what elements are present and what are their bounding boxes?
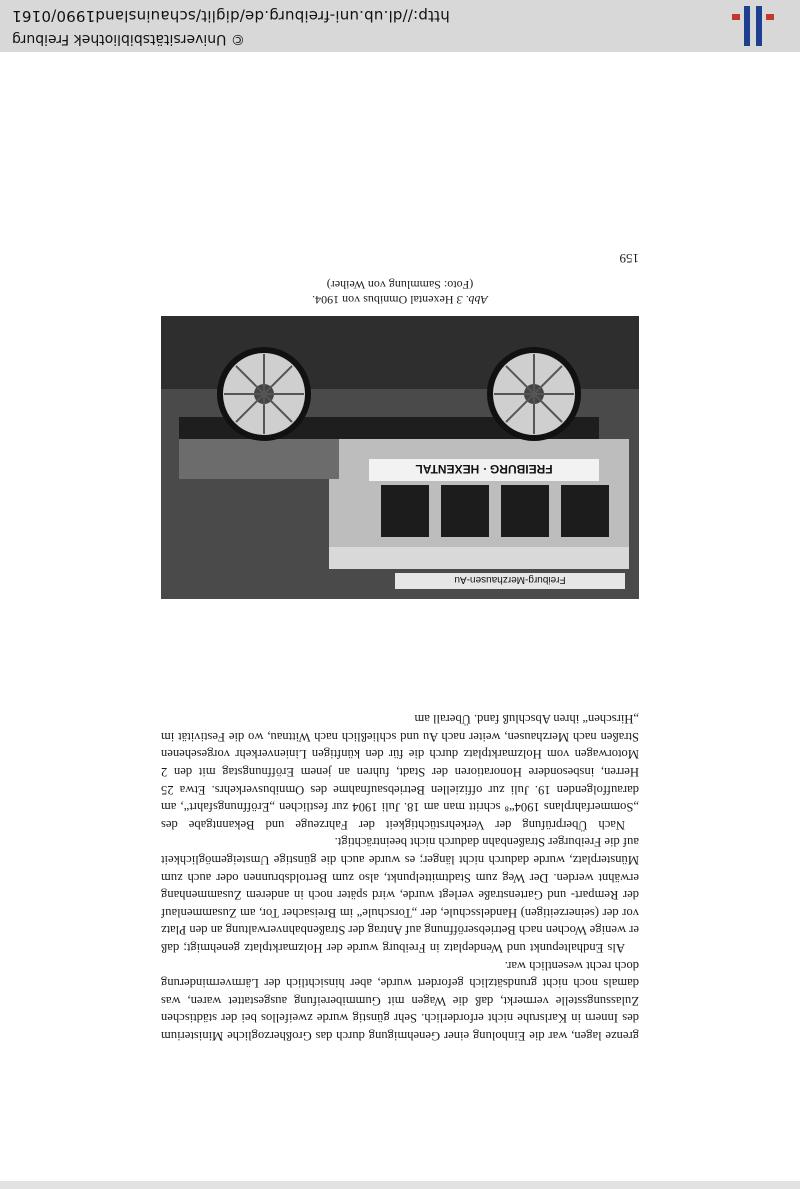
caption-text: Hexental Omnibus von 1904. [312, 293, 454, 307]
page-number: 159 [619, 251, 639, 266]
footer-strip [0, 0, 800, 52]
bus-side-sign: FREIBURG · HEXENTAL [415, 462, 553, 476]
copyright-notice: © Universitätsbibliothek Freiburg [12, 31, 245, 47]
omnibus-photo [161, 316, 639, 599]
omnibus-illustration [161, 316, 639, 599]
figure-caption [161, 277, 639, 307]
permalink-url[interactable]: http://dl.ub.uni-freiburg.de/diglit/schauinsland1990/0161 [12, 7, 450, 25]
caption-label: Abb. 3 [456, 293, 488, 307]
paragraph: Nach Überprüfung der Verkehrstüchtigkeit der Fahrzeuge und Bekanntgabe des „Sommerfahrplans 1904“⁸ schritt man am 18. Juli 1904 zur festlichen „Eröffnungsfahrt“, am darauffolgenden 19. Juli zur offiziellen Betriebsaufnahme des Omnibusverkehrs. Etwa 25 Herren, insbesondere Honoratioren der Stadt, fuhren an jenem Eröffnungstag mit den 2 Motorwagen vom Holzmarktplatz durch die für den künftigen Linienverkehr vorgesehenen Straßen nach Merzhausen, weiter nach Au und schließlich nach Wittnau, wo die Festivität im „Hirschen“ ihren Abschluß fand. Überall am [161, 712, 639, 832]
body-text [161, 710, 639, 1044]
route-board: Freiburg-Merzhausen-Au [454, 574, 566, 585]
header-strip [0, 1181, 800, 1189]
paragraph: grenze lagen, war die Einholung einer Genehmigung durch das Großherzogliche Ministerium des Innern in Karlsruhe nicht erforderlich. Sehr günstig wurde zweifellos bei der städtischen Zulassungsstelle vermerkt, daß die Wagen mit Gummibereifung ausgestattet waren, was damals noch nicht grundsätzlich gefordert wurde, aber hinsichtlich der Lärmverminderung doch recht wesentlich war. [161, 958, 639, 1043]
paragraph: Als Endhaltepunkt und Wendeplatz in Freiburg wurde der Holzmarktplatz genehmigt; daß er wenige Wochen nach Betriebseröffnung auf Antrag der Straßenbahnverwaltung an den Platz vor der (seinerzeitigen) Handelsschule, der „Torschule“ im Breisacher Tor, am Zusammenlauf der Rempart- und Gartenstraße verlegt wurde, wird später noch in anderem Zusammenhang erwähnt werden. Der Weg zum Stadtmittelpunkt, also zum Bertoldsbrunnen oder auch zum Münsterplatz, wurde dadurch nicht länger; es wurde auch die günstige Umsteigemöglichkeit auf die Freiburger Straßenbahn dadurch nicht beeinträchtigt. [161, 835, 639, 956]
caption-credit: (Foto: Sammlung von Weiher) [326, 278, 474, 292]
university-logo-icon [730, 6, 776, 46]
